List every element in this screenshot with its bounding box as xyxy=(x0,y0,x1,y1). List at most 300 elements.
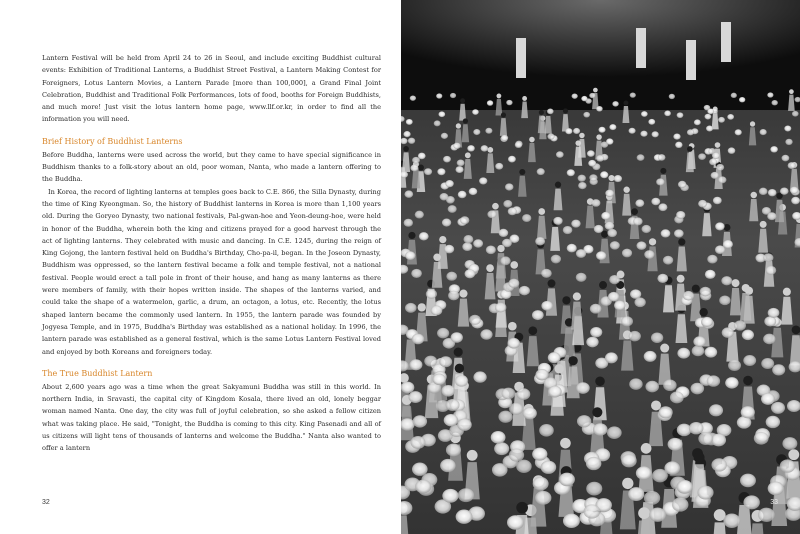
lantern xyxy=(767,92,773,97)
lantern xyxy=(467,145,475,151)
lantern xyxy=(652,131,659,137)
lantern xyxy=(487,210,496,218)
lantern xyxy=(664,110,671,116)
lantern xyxy=(590,327,602,337)
lantern xyxy=(588,160,596,167)
lantern xyxy=(453,143,460,149)
lantern xyxy=(412,463,428,476)
lantern xyxy=(687,129,694,135)
lantern xyxy=(415,480,431,494)
lantern xyxy=(481,145,489,151)
lantern xyxy=(760,129,767,135)
lantern xyxy=(559,473,575,487)
lantern xyxy=(563,226,573,234)
lantern xyxy=(656,178,664,185)
lantern xyxy=(600,171,608,178)
lantern xyxy=(501,135,508,141)
banner xyxy=(636,28,646,68)
lantern xyxy=(410,95,416,100)
lantern xyxy=(706,125,713,131)
lantern xyxy=(586,482,602,496)
lantern xyxy=(578,175,586,182)
lantern xyxy=(565,128,572,134)
lantern xyxy=(412,157,420,164)
lantern xyxy=(584,504,601,518)
lantern xyxy=(411,269,422,278)
lantern xyxy=(711,172,719,179)
lantern xyxy=(668,438,683,451)
lantern xyxy=(715,222,724,230)
lantern xyxy=(446,399,460,411)
lantern xyxy=(442,489,458,503)
lantern xyxy=(605,222,614,230)
lantern xyxy=(508,207,517,215)
lantern xyxy=(780,459,796,472)
lantern xyxy=(663,379,676,391)
lantern xyxy=(572,94,578,99)
lantern xyxy=(622,249,632,258)
lantern xyxy=(677,480,693,494)
lantern xyxy=(448,291,459,301)
lantern xyxy=(678,181,686,188)
lantern xyxy=(406,119,413,125)
intro-paragraph: Lantern Festival will be held from April 24 to 26 in Seoul, and include exciting Buddhist cultural events: Exhibition of Traditional Lanterns, a Buddhist Street Festival, a Lantern Making Contest for Foreigners, Lotus Lantern Movies, a Lantern Parade [more than 100,000], a Grand Final Joint Celebration, Buddhist and Traditional Folk Performances, lots of food, booths for Foreign Buddhists, and much more! Just visit the lotus lantern home page, www.llf.or.kr, in order to find all the information you will need. xyxy=(42,54,381,124)
lantern xyxy=(608,292,619,302)
lantern xyxy=(433,374,446,385)
lantern xyxy=(583,112,590,118)
page-number-left: 32 xyxy=(42,499,50,506)
lantern xyxy=(457,419,471,431)
lantern xyxy=(792,111,799,117)
lantern xyxy=(486,246,496,255)
lantern xyxy=(677,112,684,118)
lantern xyxy=(598,127,605,133)
lantern xyxy=(758,508,775,522)
lantern xyxy=(590,304,602,314)
lantern-parade-photo-icon xyxy=(401,0,800,534)
lantern xyxy=(718,176,726,183)
lantern xyxy=(437,328,449,338)
lantern xyxy=(785,139,792,145)
lantern xyxy=(571,220,580,228)
lantern xyxy=(743,355,756,366)
lantern xyxy=(727,114,734,120)
lantern xyxy=(494,442,509,455)
lantern xyxy=(697,486,713,500)
lantern xyxy=(605,190,614,197)
lantern xyxy=(652,469,668,483)
lantern xyxy=(586,457,601,470)
lantern xyxy=(707,255,717,264)
lantern xyxy=(444,414,458,426)
lantern xyxy=(567,169,575,176)
lantern xyxy=(676,211,685,219)
lantern xyxy=(768,189,777,196)
lantern xyxy=(731,93,737,98)
lantern xyxy=(401,382,414,394)
lantern xyxy=(495,303,507,313)
lantern xyxy=(403,131,410,137)
lantern xyxy=(743,495,759,509)
lantern xyxy=(723,514,740,528)
lantern xyxy=(782,155,790,162)
lantern xyxy=(440,193,449,200)
lantern xyxy=(443,156,451,163)
lantern xyxy=(612,101,618,106)
lantern xyxy=(648,119,655,125)
lantern xyxy=(614,175,622,182)
lantern xyxy=(771,402,785,414)
lantern xyxy=(698,153,706,160)
lantern xyxy=(663,256,673,265)
lantern xyxy=(405,251,415,260)
lantern xyxy=(508,279,519,288)
lantern xyxy=(784,125,791,131)
lantern xyxy=(651,198,660,206)
lantern xyxy=(788,162,796,169)
lantern xyxy=(485,128,492,134)
lantern xyxy=(629,128,636,134)
lantern xyxy=(508,338,520,349)
lantern xyxy=(601,212,610,220)
lantern xyxy=(698,432,713,445)
lantern xyxy=(651,332,663,343)
lantern xyxy=(587,150,595,157)
lantern xyxy=(541,301,552,311)
lantern xyxy=(791,197,800,205)
lantern xyxy=(742,330,754,340)
lantern xyxy=(644,491,660,505)
lantern xyxy=(610,241,620,250)
lantern xyxy=(541,269,552,278)
lantern xyxy=(689,422,704,434)
lantern xyxy=(537,168,545,175)
lantern xyxy=(465,269,476,278)
lantern xyxy=(589,93,595,98)
lantern xyxy=(473,239,483,247)
lantern xyxy=(473,129,480,135)
lantern xyxy=(692,345,705,356)
lantern xyxy=(754,432,769,445)
lantern xyxy=(633,217,642,225)
lantern xyxy=(495,163,503,170)
lantern xyxy=(644,351,657,362)
lantern xyxy=(713,197,722,205)
lantern xyxy=(645,381,659,393)
lantern xyxy=(596,155,604,162)
lantern xyxy=(698,200,707,208)
lantern xyxy=(782,437,797,450)
page-number-right: 33 xyxy=(770,499,778,506)
lantern xyxy=(715,245,725,254)
lantern xyxy=(436,93,442,98)
lantern xyxy=(764,316,776,326)
lantern xyxy=(705,270,716,279)
lantern xyxy=(412,334,424,345)
lantern xyxy=(446,443,461,456)
lantern xyxy=(636,241,646,250)
lantern xyxy=(548,352,561,363)
lantern xyxy=(532,448,547,461)
lantern xyxy=(614,301,625,311)
lantern xyxy=(589,174,597,181)
lantern xyxy=(596,251,606,260)
lantern xyxy=(553,217,562,225)
lantern xyxy=(640,131,647,137)
lantern xyxy=(576,382,590,394)
lantern xyxy=(693,336,705,347)
lantern xyxy=(411,436,426,449)
lantern xyxy=(404,219,413,227)
lantern xyxy=(723,240,733,249)
lantern xyxy=(438,111,445,117)
lantern xyxy=(446,272,457,281)
lantern xyxy=(445,180,453,187)
lantern xyxy=(563,514,580,528)
lantern xyxy=(607,426,622,439)
lantern xyxy=(658,154,666,161)
lantern xyxy=(408,138,415,144)
lantern xyxy=(522,214,531,222)
lantern xyxy=(437,168,445,175)
lantern xyxy=(509,403,523,415)
lantern xyxy=(672,498,688,512)
history-paragraph-1: Before Buddha, lanterns were used across the world, but they came to have special significance in Buddhism thanks to a folk-story about an old, poor woman, Nanta, who made a lantern offering to the Buddha. xyxy=(42,150,381,184)
lantern xyxy=(479,177,487,184)
lantern xyxy=(455,375,468,386)
lantern xyxy=(541,461,557,474)
lantern xyxy=(586,337,598,348)
lantern xyxy=(576,249,586,258)
photo-sky-haze xyxy=(401,0,800,110)
lantern xyxy=(780,187,789,194)
lantern xyxy=(722,327,734,337)
lantern xyxy=(463,235,473,243)
section-heading-true-lantern: The True Buddhist Lantern xyxy=(42,368,153,378)
lantern xyxy=(709,404,723,416)
lantern xyxy=(594,225,604,233)
lantern xyxy=(487,100,493,105)
lantern xyxy=(458,191,467,198)
banner xyxy=(686,40,696,80)
lantern xyxy=(673,133,680,139)
lantern xyxy=(480,329,492,339)
lantern xyxy=(456,510,473,524)
lantern xyxy=(734,320,746,330)
lantern xyxy=(535,369,548,380)
lantern xyxy=(761,358,774,369)
lantern xyxy=(674,229,684,237)
lantern xyxy=(424,168,432,175)
lantern xyxy=(763,334,775,345)
lantern xyxy=(716,164,724,171)
right-page xyxy=(401,0,800,534)
lantern xyxy=(556,151,564,158)
lantern xyxy=(709,159,717,166)
lantern xyxy=(535,237,545,245)
lantern xyxy=(409,391,423,403)
lantern xyxy=(415,211,424,219)
lantern xyxy=(718,117,725,123)
lantern xyxy=(450,93,456,98)
lantern xyxy=(711,458,726,471)
lantern xyxy=(683,291,694,301)
section-heading-history: Brief History of Buddhist Lanterns xyxy=(42,136,183,146)
lantern xyxy=(441,385,455,397)
lantern xyxy=(419,232,429,240)
lantern xyxy=(596,106,603,112)
lantern xyxy=(462,242,472,251)
lantern xyxy=(439,356,452,367)
lantern xyxy=(691,383,705,395)
lantern xyxy=(711,434,726,447)
lantern xyxy=(404,190,413,197)
lantern xyxy=(533,477,549,491)
lantern xyxy=(642,225,652,233)
lantern xyxy=(593,423,608,436)
lantern xyxy=(712,152,720,159)
lantern xyxy=(506,100,512,105)
lantern xyxy=(573,128,580,134)
lantern xyxy=(578,182,586,189)
lantern xyxy=(502,388,516,400)
lantern xyxy=(609,275,620,284)
lantern xyxy=(700,287,711,297)
lantern xyxy=(434,120,441,126)
lantern xyxy=(637,154,645,161)
lantern xyxy=(472,109,479,115)
lantern xyxy=(469,188,478,195)
lantern xyxy=(605,352,618,363)
lantern xyxy=(661,229,671,237)
lantern xyxy=(547,109,554,115)
lantern xyxy=(628,487,644,501)
lantern xyxy=(772,100,778,105)
lantern xyxy=(539,424,554,437)
lantern xyxy=(768,308,780,318)
lantern xyxy=(761,393,775,405)
lantern xyxy=(772,364,785,375)
lantern xyxy=(669,94,675,99)
lantern xyxy=(548,386,562,398)
lantern xyxy=(630,93,636,98)
lantern xyxy=(635,199,644,207)
true-lantern-paragraph: About 2,600 years ago was a time when the great Sakyamuni Buddha was still in this world. In northern India, in Sravasti, the capital city of Kingdom Kosala, there lived an old, lonely beggar woman named Nanta. One day, the city was full of joyful celebration, so she asked a fellow citizen what was taking place. He said, "Tonight, the Buddha is coming to this city. King Pasenadi and all of us citizens will light tens of thousands of lanterns and welcome the Buddha." Nanta also wanted to offer a lantern xyxy=(42,382,381,453)
lantern xyxy=(719,295,730,305)
lantern xyxy=(609,124,616,130)
lantern xyxy=(410,165,418,172)
lantern xyxy=(457,159,465,166)
lantern xyxy=(551,255,561,264)
lantern xyxy=(701,317,713,327)
lantern xyxy=(505,183,513,190)
lantern xyxy=(491,431,506,444)
lantern xyxy=(413,415,427,427)
lantern xyxy=(641,111,648,117)
lantern xyxy=(523,407,537,419)
lantern xyxy=(705,114,712,120)
lantern xyxy=(517,388,531,400)
lantern xyxy=(502,239,512,247)
lantern xyxy=(606,138,613,144)
lantern xyxy=(735,129,742,135)
lantern xyxy=(725,377,738,388)
lantern xyxy=(767,212,776,220)
lantern xyxy=(657,274,668,283)
lantern xyxy=(577,415,591,427)
lantern xyxy=(499,229,509,237)
lantern xyxy=(567,244,577,253)
lantern xyxy=(456,166,464,173)
lantern xyxy=(451,332,463,343)
lantern xyxy=(705,347,718,358)
lantern xyxy=(629,331,641,341)
lantern xyxy=(649,508,666,522)
lantern xyxy=(431,306,443,316)
lantern xyxy=(659,406,673,418)
lantern xyxy=(503,200,512,208)
lantern xyxy=(629,378,642,390)
lantern xyxy=(473,371,486,382)
lantern xyxy=(448,205,457,213)
lantern xyxy=(768,482,784,496)
lantern xyxy=(759,188,768,195)
lantern xyxy=(728,147,736,153)
lantern xyxy=(424,356,437,367)
lantern xyxy=(741,406,755,418)
lantern xyxy=(766,266,777,275)
lantern xyxy=(409,359,422,370)
lantern xyxy=(658,203,667,211)
lantern xyxy=(444,245,454,254)
lantern xyxy=(766,416,780,428)
lantern xyxy=(636,466,652,479)
lantern xyxy=(508,156,516,163)
lantern xyxy=(442,219,451,227)
lantern xyxy=(440,459,455,472)
lantern xyxy=(519,286,530,296)
lantern xyxy=(607,229,617,237)
lantern xyxy=(516,460,532,473)
lantern xyxy=(515,142,522,148)
lantern xyxy=(707,375,720,386)
lantern xyxy=(581,96,587,101)
lantern xyxy=(694,119,701,125)
lantern xyxy=(500,256,510,265)
history-paragraph-2: In Korea, the record of lighting lanterns at temples goes back to C.E. 866, the Silla Dynasty, during the time of King Kyeongman. So, the history of Buddhist lanterns in Korea is more than 1,100 years old. During the Goryeo Dynasty, two national festivals, Pal-gwan-hoe and Yeon-deung-hoe, were held in honor of the Buddha, wherein both the king and citizens prayed for a good harvest through the act of lighting lanterns. They celebrated with music and dancing. In C.E. 1245, during the reign of King Gojong, the lantern festival held on Buddha's Birthday, Cho-pa-il, began. In the Joseon Dynasty, Buddhism was oppressed, so the lantern festival became a folk and temple festival, not a national festival. People would erect a tall pole in front of their house, and hang as many lanterns as there were members of family, with their hopes written inside. The shapes of the lanterns varied, and could take the shape of a watermelon, garlic, a drum, an octagon, a lotus, etc. Recently, the lotus shaped lantern became the commonly used lantern. In 1955, the lantern parade was founded by Jogyesa Temple, and in 1975, Buddha's Birthday was established as a national holiday. In 1996, the lantern parade was established as a general festival, which is the same Lotus Lantern Festival loved and enjoyed by both Koreans and foreigners today. xyxy=(42,187,381,356)
lantern xyxy=(740,474,756,488)
lantern xyxy=(405,303,417,313)
lantern xyxy=(576,273,587,282)
lantern xyxy=(532,310,544,320)
lantern xyxy=(509,449,524,462)
lantern xyxy=(763,253,773,262)
banner xyxy=(721,22,731,62)
lantern xyxy=(790,187,799,194)
lantern xyxy=(535,491,551,505)
lantern xyxy=(728,360,741,371)
lantern xyxy=(677,348,690,359)
lantern xyxy=(739,97,745,102)
lantern xyxy=(675,142,682,148)
lantern xyxy=(592,199,601,207)
lantern xyxy=(621,454,636,467)
lantern xyxy=(770,146,778,152)
banner xyxy=(516,38,526,78)
lantern xyxy=(670,392,684,404)
lantern xyxy=(458,488,474,502)
lantern xyxy=(621,316,633,326)
